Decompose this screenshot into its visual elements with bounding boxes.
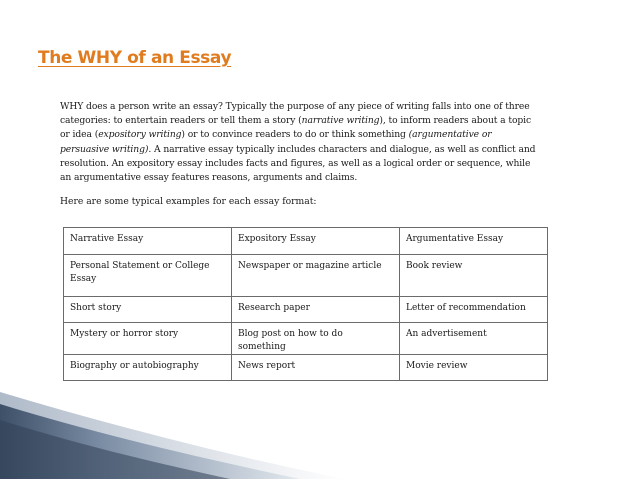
header-expository: Expository Essay <box>232 228 400 255</box>
table-header-row <box>64 228 548 255</box>
table-cell: Mystery or horror story <box>64 323 232 355</box>
table-row <box>64 297 548 323</box>
table-cell: Biography or autobiography <box>64 355 232 381</box>
table-cell: News report <box>232 355 400 381</box>
table-row <box>64 323 548 355</box>
narrative-term: narrative writing <box>301 115 380 127</box>
table-cell: Personal Statement or College Essay <box>64 255 232 297</box>
intro-paragraph <box>60 100 538 185</box>
table-cell: Movie review <box>400 355 548 381</box>
table-cell: Letter of recommendation <box>400 297 548 323</box>
essay-types-table <box>63 227 548 381</box>
intro-text: WHY does a person write an essay? Typically the purpose of any piece of writing falls into one of three categories: to entertain readers or tell them a story ( <box>60 101 530 127</box>
intro-text: ) or to convince readers to do or think something <box>181 129 409 141</box>
table-cell: Research paper <box>232 297 400 323</box>
table-cell: Book review <box>400 255 548 297</box>
table-cell: An advertisement <box>400 323 548 355</box>
table-cell: Blog post on how to do something <box>232 323 400 355</box>
table-row <box>64 355 548 381</box>
expository-term: expository writing <box>98 129 182 141</box>
argumentative-term: (argumentative or persuasive writing) <box>60 129 492 155</box>
table-cell: Newspaper or magazine article <box>232 255 400 297</box>
table-row <box>64 255 548 297</box>
table-cell: Short story <box>64 297 232 323</box>
intro-text: ), to inform readers about a topic or idea ( <box>60 115 532 141</box>
page-title: The WHY of an Essay <box>38 48 232 68</box>
intro-text: . A narrative essay typically includes characters and dialogue, as well as conflict and resolution. An expository essay includes facts and figures, as well as a logical order or sequence, while an argumentative essay features reasons, arguments and claims. <box>60 143 536 184</box>
header-argumentative: Argumentative Essay <box>400 228 548 255</box>
header-narrative: Narrative Essay <box>64 228 232 255</box>
examples-lead: Here are some typical examples for each essay format: <box>60 196 317 207</box>
